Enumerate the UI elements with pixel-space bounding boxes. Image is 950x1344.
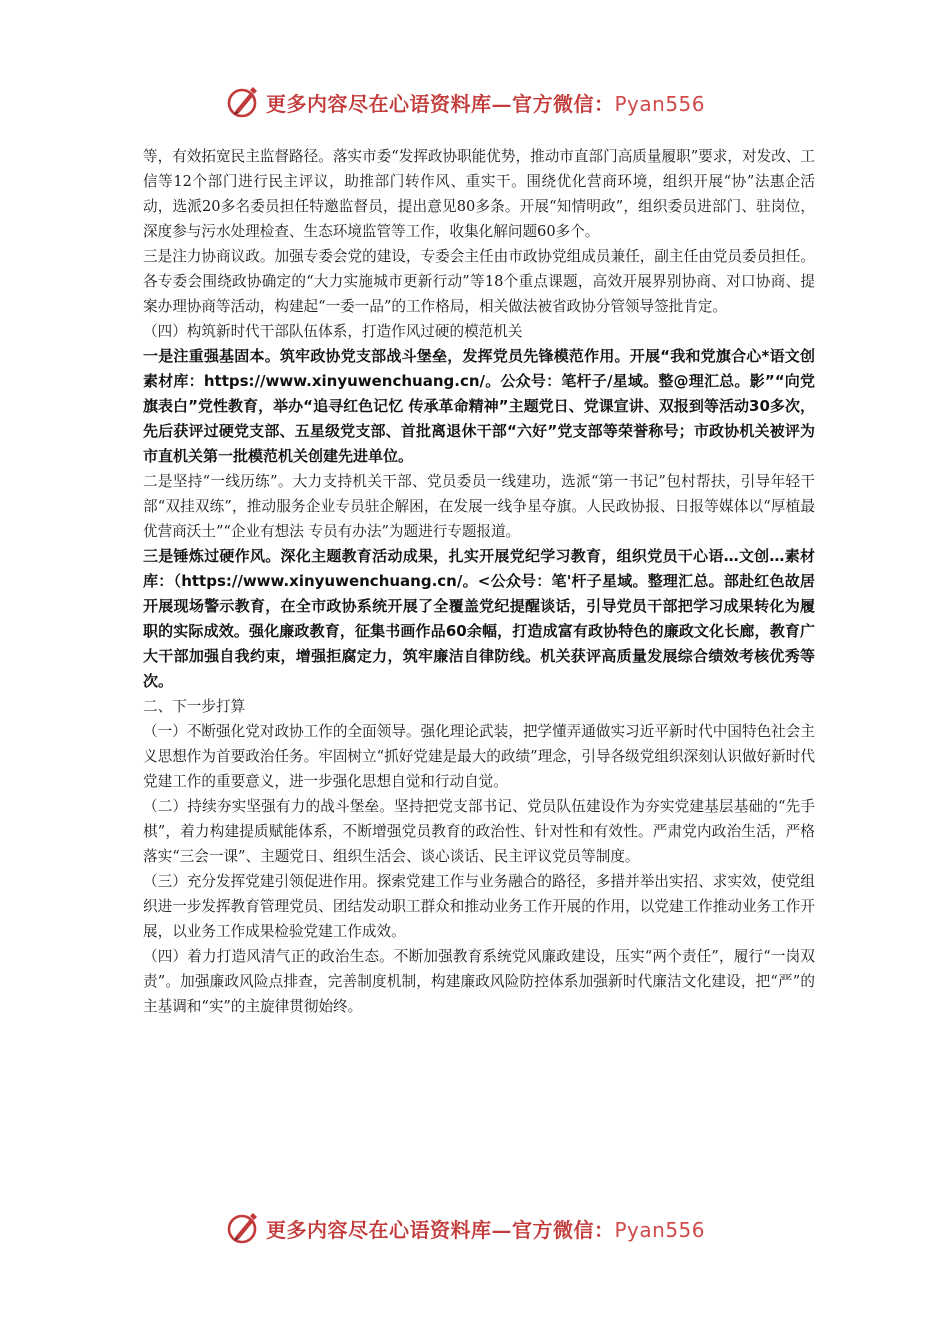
paragraph: （三）充分发挥党建引领促进作用。探索党建工作与业务融合的路径，多措并举出实招、求实效，使党组织进一步发挥教育管理党员、团结发动职工群众和推动业务工作开展的作用，以党建工作推动业务工作开展，以业务工作成果检验党建工作成效。 — [143, 873, 815, 940]
banner-title: 更多内容尽在心语资料库—官方微信： — [266, 91, 615, 116]
header-banner — [226, 82, 726, 122]
section-heading: （四）构筑新时代干部队伍体系，打造作风过硬的模范机关 — [143, 323, 523, 340]
section-heading: 二、下一步打算 — [143, 698, 246, 715]
footer-banner — [226, 1208, 726, 1248]
document-body — [143, 144, 815, 1019]
paragraph: （四）着力打造风清气正的政治生态。不断加强教育系统党风廉政建设，压实“两个责任”，履行“一岗双责”。加强廉政风险点排查，完善制度机制，构建廉政风险防控体系加强新时代廉洁文化建设，把“严”的主基调和“实”的主旋律贯彻始终。 — [143, 948, 815, 1015]
paragraph-bold: 一是注重强基固本。筑牢政协党支部战斗堡垒，发挥党员先锋模范作用。开展“我和党旗合心*语文创素材库：https://www.xinyuwenchuang.cn/。公众号：笔杆子/星域。整@理汇总。影”“向党旗表白”党性教育，举办“追寻红色记忆 传承革命精神”主题党日、党课宣讲、双报到等活动30多次，先后获评过硬党支部、五星级党支部、首批离退休干部“六好”党支部等荣誉称号；市政协机关被评为市直机关第一批模范机关创建先进单位。 — [143, 347, 815, 465]
paragraph: （一）不断强化党对政协工作的全面领导。强化理论武装，把学懂弄通做实习近平新时代中国特色社会主义思想作为首要政治任务。牢固树立“抓好党建是最大的政绩”理念，引导各级党组织深刻认识做好新时代党建工作的重要意义，进一步强化思想自觉和行动自觉。 — [143, 723, 815, 790]
banner-text — [266, 88, 705, 117]
banner-title: 更多内容尽在心语资料库—官方微信： — [266, 1217, 615, 1242]
paragraph: 三是注力协商议政。加强专委会党的建设，专委会主任由市政协党组成员兼任，副主任由党员委员担任。各专委会围绕政协确定的“大力实施城市更新行动”等18个重点课题，高效开展界别协商、对口协商、提案办理协商等活动，构建起“一委一品”的工作格局，相关做法被省政协分管领导签批肯定。 — [143, 248, 815, 315]
pen-heart-logo-icon — [226, 1210, 262, 1246]
banner-wechat-id: Pyan556 — [614, 91, 706, 116]
banner-text — [266, 1214, 705, 1243]
pen-heart-logo-icon — [226, 84, 262, 120]
paragraph: 等，有效拓宽民主监督路径。落实市委“发挥政协职能优势，推动市直部门高质量履职”要求，对发改、工信等12个部门进行民主评议，助推部门转作风、重实干。围绕优化营商环境，组织开展“协”法惠企活动，选派20多名委员担任特邀监督员，提出意见80多条。开展“知情明政”，组织委员进部门、驻岗位，深度参与污水处理检查、生态环境监管等工作，收集化解问题60多个。 — [143, 148, 815, 240]
banner-wechat-id: Pyan556 — [614, 1217, 706, 1242]
paragraph-bold: 三是锤炼过硬作风。深化主题教育活动成果，扎实开展党纪学习教育，组织党员干心语…文创…素材库：（https://www.xinyuwenchuang.cn/。<公众号：笔'杆子星域。整理汇总。部赴红色故居开展现场警示教育，在全市政协系统开展了全覆盖党纪提醒谈话，引导党员干部把学习成果转化为履职的实际成效。强化廉政教育，征集书画作品60余幅，打造成富有政协特色的廉政文化长廊，教育广大干部加强自我约束，增强拒腐定力，筑牢廉洁自律防线。机关获评高质量发展综合绩效考核优秀等次。 — [143, 547, 815, 690]
paragraph: （二）持续夯实坚强有力的战斗堡垒。坚持把党支部书记、党员队伍建设作为夯实党建基层基础的“先手棋”，着力构建提质赋能体系，不断增强党员教育的政治性、针对性和有效性。严肃党内政治生活，严格落实“三会一课”、主题党日、组织生活会、谈心谈话、民主评议党员等制度。 — [143, 798, 815, 865]
paragraph: 二是坚持“一线历练”。大力支持机关干部、党员委员一线建功，选派“第一书记”包村帮扶，引导年轻干部“双挂双练”，推动服务企业专员驻企解困，在发展一线争星夺旗。人民政协报、日报等媒体以“厚植最优营商沃土”“企业有想法 专员有办法”为题进行专题报道。 — [143, 473, 815, 540]
